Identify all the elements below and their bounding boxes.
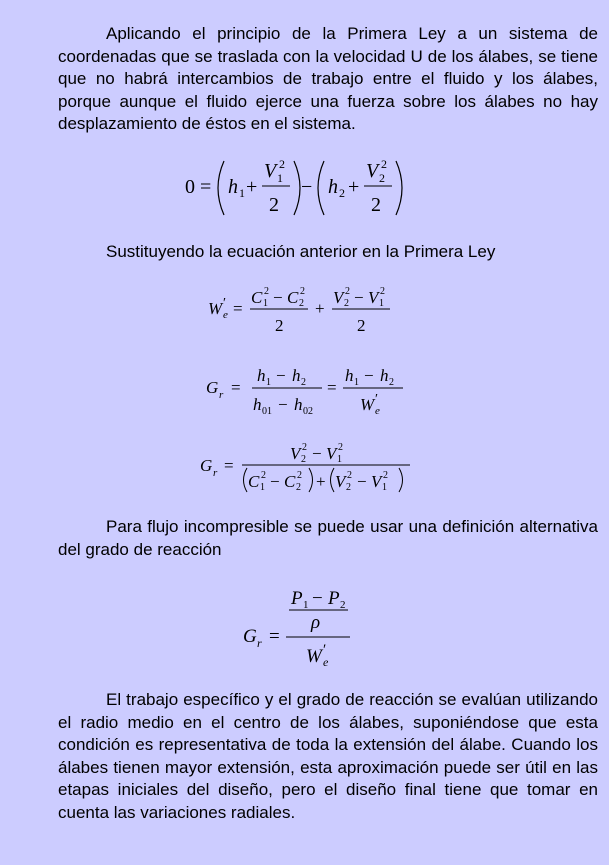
paragraph-mean-radius: El trabajo específico y el grado de reacción se evalúan utilizando el radio medio en el centro de los álabes, suponiéndose que esta condición es representativa de toda la extensión del álabe. Cuando los álabes tienen mayor extensión, esta aproximación puede ser útil en las etapas iniciales del diseño, pero el diseño final tiene que tomar en cuenta las variaciones radiales. <box>58 690 598 822</box>
svg-text:2: 2 <box>379 171 385 185</box>
svg-text:1: 1 <box>266 377 271 388</box>
svg-text:2: 2 <box>296 482 301 493</box>
equation-energy-balance <box>180 155 410 225</box>
paragraph-incompressible: Para flujo incompresible se puede usar una definición alternativa del grado de reacción <box>58 517 598 559</box>
svg-text:1: 1 <box>239 186 245 200</box>
svg-text:G: G <box>243 626 257 647</box>
svg-text:2: 2 <box>347 470 352 481</box>
svg-text:V: V <box>264 160 277 182</box>
svg-text:2: 2 <box>339 186 345 200</box>
svg-text:2: 2 <box>261 470 266 481</box>
svg-text:−: − <box>312 588 323 609</box>
svg-text:2: 2 <box>264 286 269 297</box>
svg-text:e: e <box>375 405 380 417</box>
svg-text:h: h <box>345 366 354 385</box>
svg-text:1: 1 <box>354 377 359 388</box>
svg-text:V: V <box>366 160 379 182</box>
svg-text:2: 2 <box>279 157 285 171</box>
svg-text:=: = <box>200 176 212 198</box>
svg-text:1: 1 <box>379 298 384 309</box>
svg-text:V: V <box>333 288 344 307</box>
svg-text:2: 2 <box>301 377 306 388</box>
svg-text:1: 1 <box>263 298 268 309</box>
paragraph-first-law: Aplicando el principio de la Primera Ley a un sistema de coordenadas que se traslada con la velocidad U de los álabes, se tiene que no habrá intercambios de trabajo entre el fluido y los álabes, porque aunque el fluido ejerce una fuerza sobre los álabes no hay desplazamiento de éstos en el sistema. <box>58 24 598 133</box>
svg-text:G: G <box>206 378 219 397</box>
equation-degree-of-reaction-velocities <box>197 438 417 503</box>
equation-specific-work <box>205 282 405 343</box>
svg-text:C: C <box>287 288 299 307</box>
svg-text:C: C <box>284 472 296 491</box>
svg-text:h: h <box>292 366 301 385</box>
svg-text:=: = <box>233 299 243 318</box>
svg-text:h: h <box>257 366 266 385</box>
svg-text:e: e <box>223 309 228 321</box>
svg-text:2: 2 <box>300 286 305 297</box>
svg-text:2: 2 <box>357 316 366 335</box>
svg-text:r: r <box>213 467 218 479</box>
svg-text:−: − <box>273 288 283 307</box>
svg-text:P: P <box>328 588 340 609</box>
svg-text:+: + <box>246 176 258 198</box>
svg-text:+: + <box>348 176 360 198</box>
svg-text:2: 2 <box>344 298 349 309</box>
svg-text:r: r <box>219 389 224 401</box>
svg-text:02: 02 <box>303 406 313 417</box>
svg-text:−: − <box>357 472 367 491</box>
svg-text:2: 2 <box>346 482 351 493</box>
svg-text:=: = <box>269 626 280 647</box>
svg-text:h: h <box>253 395 262 414</box>
svg-text:2: 2 <box>275 316 284 335</box>
svg-text:2: 2 <box>380 286 385 297</box>
svg-text:+: + <box>316 472 326 491</box>
paragraph-substitution: Sustituyendo la ecuación anterior en la Primera Ley <box>106 242 496 261</box>
svg-text:2: 2 <box>381 157 387 171</box>
svg-text:′: ′ <box>323 642 327 658</box>
svg-text:−: − <box>278 395 288 414</box>
svg-text:h: h <box>328 176 338 198</box>
svg-text:−: − <box>312 444 322 463</box>
svg-text:1: 1 <box>303 599 309 611</box>
svg-text:2: 2 <box>345 286 350 297</box>
svg-text:′: ′ <box>223 296 227 311</box>
svg-text:e: e <box>323 655 329 669</box>
svg-text:2: 2 <box>302 442 307 453</box>
svg-text:1: 1 <box>382 482 387 493</box>
svg-text:W: W <box>306 646 322 667</box>
svg-text:V: V <box>326 444 337 463</box>
svg-text:h: h <box>228 176 238 198</box>
equation-incompressible-reaction <box>240 582 360 677</box>
svg-text:W: W <box>208 299 223 318</box>
svg-text:−: − <box>270 472 280 491</box>
svg-text:P: P <box>291 588 303 609</box>
svg-text:01: 01 <box>262 406 272 417</box>
svg-text:1: 1 <box>337 454 342 465</box>
svg-text:2: 2 <box>338 442 343 453</box>
svg-text:h: h <box>380 366 389 385</box>
svg-text:=: = <box>231 378 241 397</box>
svg-text:1: 1 <box>260 482 265 493</box>
svg-text:h: h <box>294 395 303 414</box>
svg-text:V: V <box>335 472 346 491</box>
svg-text:′: ′ <box>375 392 379 407</box>
svg-text:2: 2 <box>389 377 394 388</box>
svg-text:2: 2 <box>383 470 388 481</box>
svg-text:r: r <box>257 636 262 650</box>
svg-text:0: 0 <box>185 176 195 198</box>
svg-text:2: 2 <box>301 454 306 465</box>
svg-text:2: 2 <box>297 470 302 481</box>
svg-text:G: G <box>200 456 213 475</box>
svg-text:V: V <box>371 472 382 491</box>
svg-text:−: − <box>276 366 286 385</box>
svg-text:ρ: ρ <box>311 612 321 633</box>
svg-text:−: − <box>354 288 364 307</box>
svg-text:C: C <box>251 288 263 307</box>
svg-text:2: 2 <box>371 194 381 216</box>
svg-text:=: = <box>224 456 234 475</box>
svg-text:−: − <box>364 366 374 385</box>
svg-text:−: − <box>301 176 313 198</box>
svg-text:2: 2 <box>269 194 279 216</box>
equation-degree-of-reaction <box>203 362 413 425</box>
svg-text:1: 1 <box>277 171 283 185</box>
svg-text:2: 2 <box>299 298 304 309</box>
svg-text:V: V <box>368 288 379 307</box>
svg-text:2: 2 <box>340 599 346 611</box>
svg-text:C: C <box>248 472 260 491</box>
svg-text:V: V <box>290 444 301 463</box>
svg-text:W: W <box>360 395 375 414</box>
svg-text:+: + <box>315 299 325 318</box>
svg-text:=: = <box>327 378 337 397</box>
